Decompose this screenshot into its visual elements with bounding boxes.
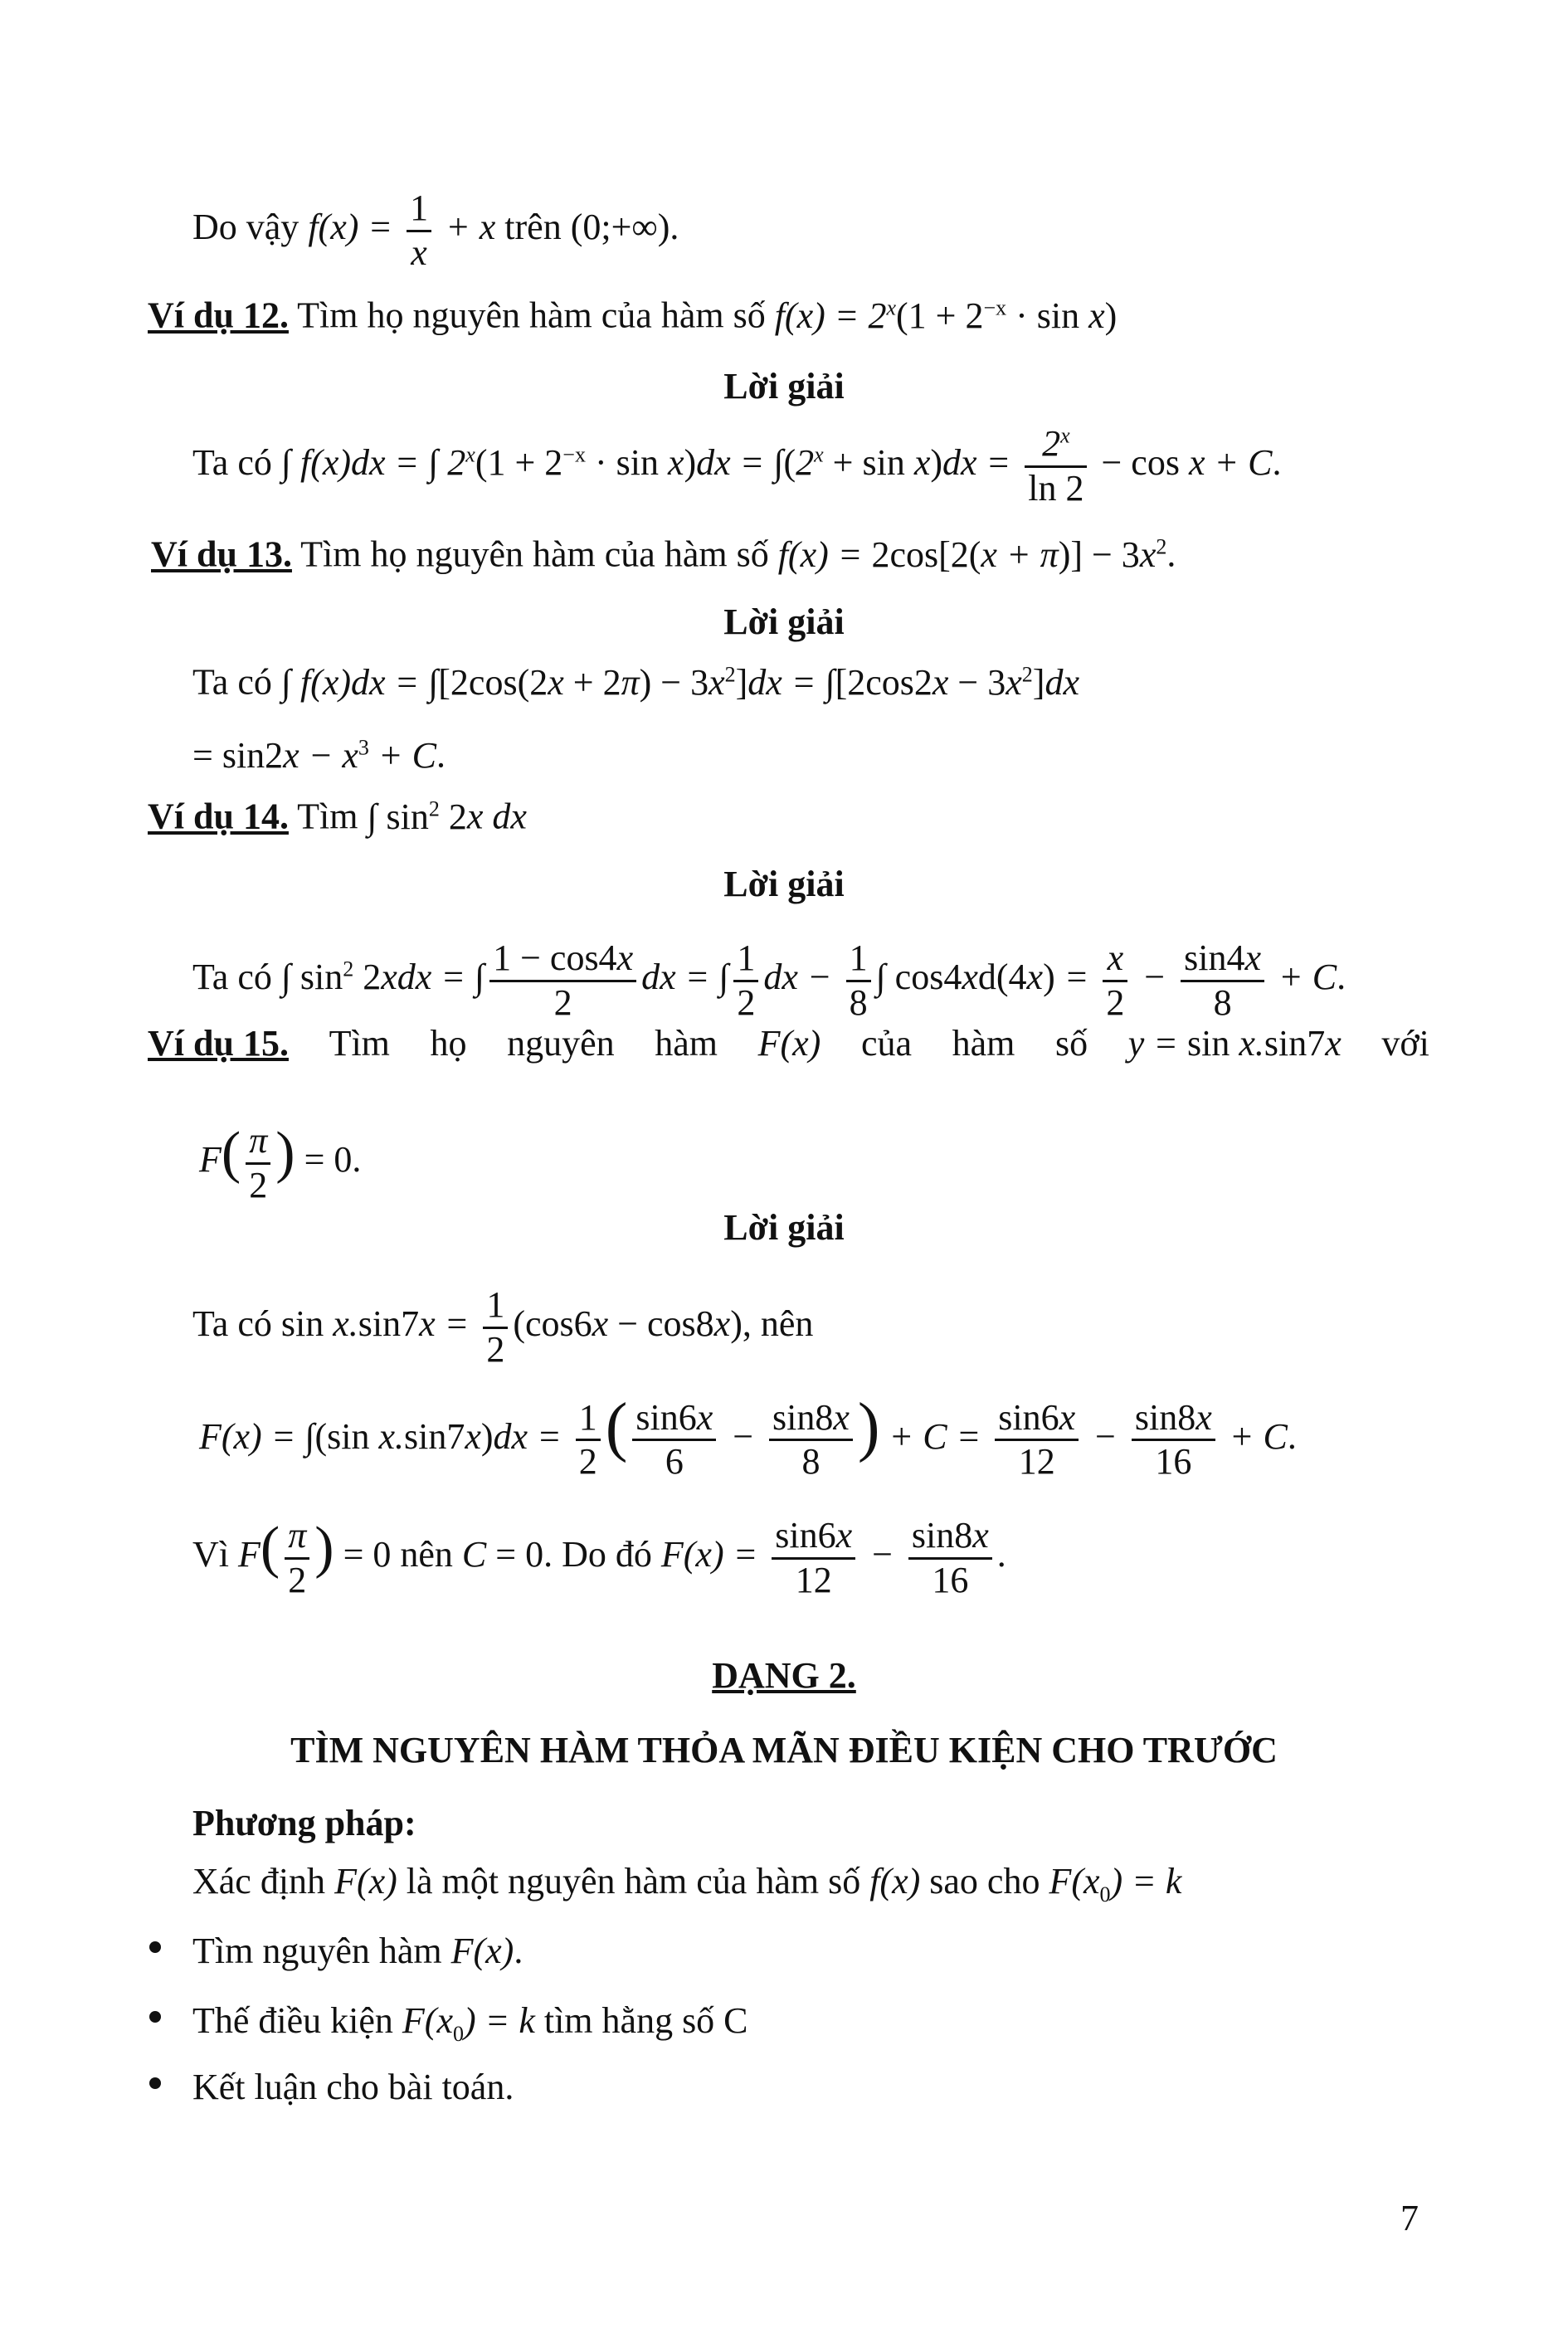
formula: y = sin x.sin7x bbox=[1127, 1023, 1342, 1064]
page-number: 7 bbox=[1400, 2198, 1419, 2238]
text-fragment: . Do đó bbox=[543, 1534, 661, 1575]
text-fragment: . bbox=[1287, 1416, 1297, 1457]
formula: $f(x) = 2^x(1 + 2^{-x} \cdot \sin x)$ bbox=[774, 295, 1118, 336]
text-fragment: . bbox=[436, 734, 446, 776]
example-label: Ví dụ 14. bbox=[148, 796, 289, 837]
text-fragment: Tìm họ nguyên hàm của hàm số bbox=[291, 533, 778, 575]
text-fragment: . bbox=[1166, 533, 1176, 575]
example-13 bbox=[151, 533, 1176, 575]
formula: = $\sin 2x - x^3 + C$ bbox=[192, 734, 436, 776]
example-label: Ví dụ 15. bbox=[148, 1023, 289, 1064]
text-fragment: với bbox=[1381, 1023, 1429, 1064]
formula: ∫ f(x)dx = ∫ $2^x(1 + 2^{-x} \cdot \sin x)dx = \int(2^x + \sin x)dx$ = $\frac{2^x}{\ln 2}$ − cos x + C bbox=[280, 423, 1273, 509]
text-fragment: của bbox=[860, 1023, 913, 1064]
text-fragment: . bbox=[996, 1534, 1006, 1575]
text-fragment: trên (0;+∞). bbox=[495, 207, 679, 248]
formula: F(x) bbox=[334, 1861, 397, 1902]
text-fragment: là một nguyên hàm của hàm số bbox=[397, 1861, 870, 1902]
bullet-item bbox=[192, 1933, 523, 1970]
formula: F(x) = $\frac{\sin 6x}{12}$ − $\frac{\sin 8x}{16}$ bbox=[661, 1534, 997, 1575]
formula: $F(x_0) = k$ bbox=[402, 2000, 535, 2046]
solution-title: Lời giải bbox=[723, 1207, 845, 1248]
formula: C = 0 bbox=[461, 1534, 544, 1575]
text-fragment: Tìm bbox=[288, 796, 368, 837]
formula: F( $\frac{\pi}{2}$ ) = 0 bbox=[238, 1515, 392, 1600]
solution-15b bbox=[199, 1390, 1297, 1483]
bullet-item bbox=[192, 2069, 514, 2106]
text-fragment: Kết luận cho bài toán. bbox=[192, 2067, 514, 2107]
text-fragment: Thế điều kiện bbox=[192, 2000, 402, 2041]
text-fragment: họ bbox=[430, 1023, 467, 1064]
text-line: Do vậy f(x) = $\frac{1}{x}$ + x trên (0;+∞). bbox=[192, 187, 679, 273]
formula: ∫ $f(x)dx = \int[2\cos(2x + 2\pi) - 3x^2]dx = \int[2\cos 2x - 3x^2]dx$ bbox=[280, 661, 1079, 703]
bullet-dot bbox=[149, 1941, 161, 1953]
formula: F(x) bbox=[450, 1931, 514, 1971]
text-fragment: số bbox=[1055, 1023, 1088, 1064]
formula: F(x) = ∫(sin x.sin7x)dx = $\frac{1}{2}$ ( $\frac{\sin 6x}{6}$ − $\frac{\sin 8x}{8}$ ) + C = $\frac{\sin 6x}{12}$ − $\frac{\sin 8x}{16}$ + C bbox=[199, 1390, 1288, 1483]
solution-13b bbox=[192, 734, 446, 776]
bullet-dot bbox=[149, 2011, 161, 2023]
text-fragment: Ta có bbox=[192, 957, 281, 998]
text-fragment: Vì bbox=[192, 1534, 238, 1575]
example-14 bbox=[148, 798, 527, 835]
text-fragment: Ta có bbox=[192, 442, 281, 484]
text-fragment: Tìm bbox=[329, 1023, 390, 1064]
section-heading bbox=[0, 1655, 1568, 1696]
text-fragment: . bbox=[1337, 957, 1346, 998]
text-fragment: . bbox=[514, 1931, 523, 1971]
bullet-item bbox=[192, 2000, 748, 2046]
example-15-condition bbox=[199, 1120, 361, 1206]
solution-title: Lời giải bbox=[723, 366, 845, 407]
formula: $f(x) = 2\cos[2(x + \pi)] - 3x^2$ bbox=[777, 533, 1167, 575]
example-label: Ví dụ 13. bbox=[151, 533, 292, 575]
method-label: Phương pháp: bbox=[192, 1803, 416, 1843]
formula: F( $\frac{\pi}{2}$ ) = 0 bbox=[199, 1120, 353, 1205]
text-fragment: Tìm nguyên hàm bbox=[192, 1931, 451, 1971]
method-text bbox=[192, 1863, 1181, 1906]
text-fragment: Ta có bbox=[192, 661, 281, 703]
example-label: Ví dụ 12. bbox=[148, 295, 289, 336]
section-heading-text: DẠNG 2. bbox=[712, 1655, 856, 1696]
text-fragment: nên bbox=[391, 1534, 462, 1575]
text-fragment: Ta có bbox=[192, 1303, 281, 1345]
text-fragment: Xác định bbox=[192, 1861, 335, 1902]
solution-title: Lời giải bbox=[723, 864, 845, 904]
formula: sin x.sin7x = $\frac{1}{2}$ (cos6x − cos8x) bbox=[280, 1284, 743, 1370]
solution-12 bbox=[192, 423, 1282, 509]
bullet-dot bbox=[149, 2077, 161, 2089]
solution-15c bbox=[192, 1515, 1006, 1601]
text-fragment: . bbox=[352, 1139, 362, 1181]
text-fragment: , nên bbox=[742, 1303, 814, 1345]
formula: $F(x_0) = k$ bbox=[1049, 1861, 1182, 1906]
text-fragment: . bbox=[1272, 442, 1282, 484]
formula: f(x) = $\frac{1}{x}$ + x bbox=[308, 187, 496, 273]
solution-title: Lời giải bbox=[723, 601, 845, 642]
text-fragment: Tìm họ nguyên hàm của hàm số bbox=[288, 295, 775, 336]
formula: ∫ $\sin^2 2xdx$ = ∫ $\frac{1 - \cos 4x}{2}$ dx = ∫ $\frac{1}{2}$ dx − $\frac{1}{8}$ ∫ cos4xd(4x) = $\frac{x}{2}$ − $\frac{\sin 4x}{8}$ + C bbox=[280, 937, 1337, 1023]
text-fragment: hàm bbox=[655, 1023, 718, 1064]
text-fragment: tìm hằng số C bbox=[534, 2000, 748, 2041]
example-15 bbox=[148, 1025, 1429, 1062]
solution-15a bbox=[192, 1284, 813, 1371]
example-12 bbox=[148, 297, 1117, 334]
formula: F(x) bbox=[757, 1023, 821, 1064]
solution-13a bbox=[192, 661, 1079, 703]
formula: f(x) bbox=[869, 1861, 921, 1902]
text-fragment: nguyên bbox=[507, 1023, 615, 1064]
text-fragment: hàm bbox=[952, 1023, 1015, 1064]
section-subheading: TÌM NGUYÊN HÀM THỎA MÃN ĐIỀU KIỆN CHO TRƯỚC bbox=[290, 1730, 1278, 1770]
formula: ∫ $\sin^2 2x$ dx bbox=[367, 796, 527, 837]
solution-14 bbox=[192, 937, 1346, 1024]
text-fragment: sao cho bbox=[920, 1861, 1049, 1902]
